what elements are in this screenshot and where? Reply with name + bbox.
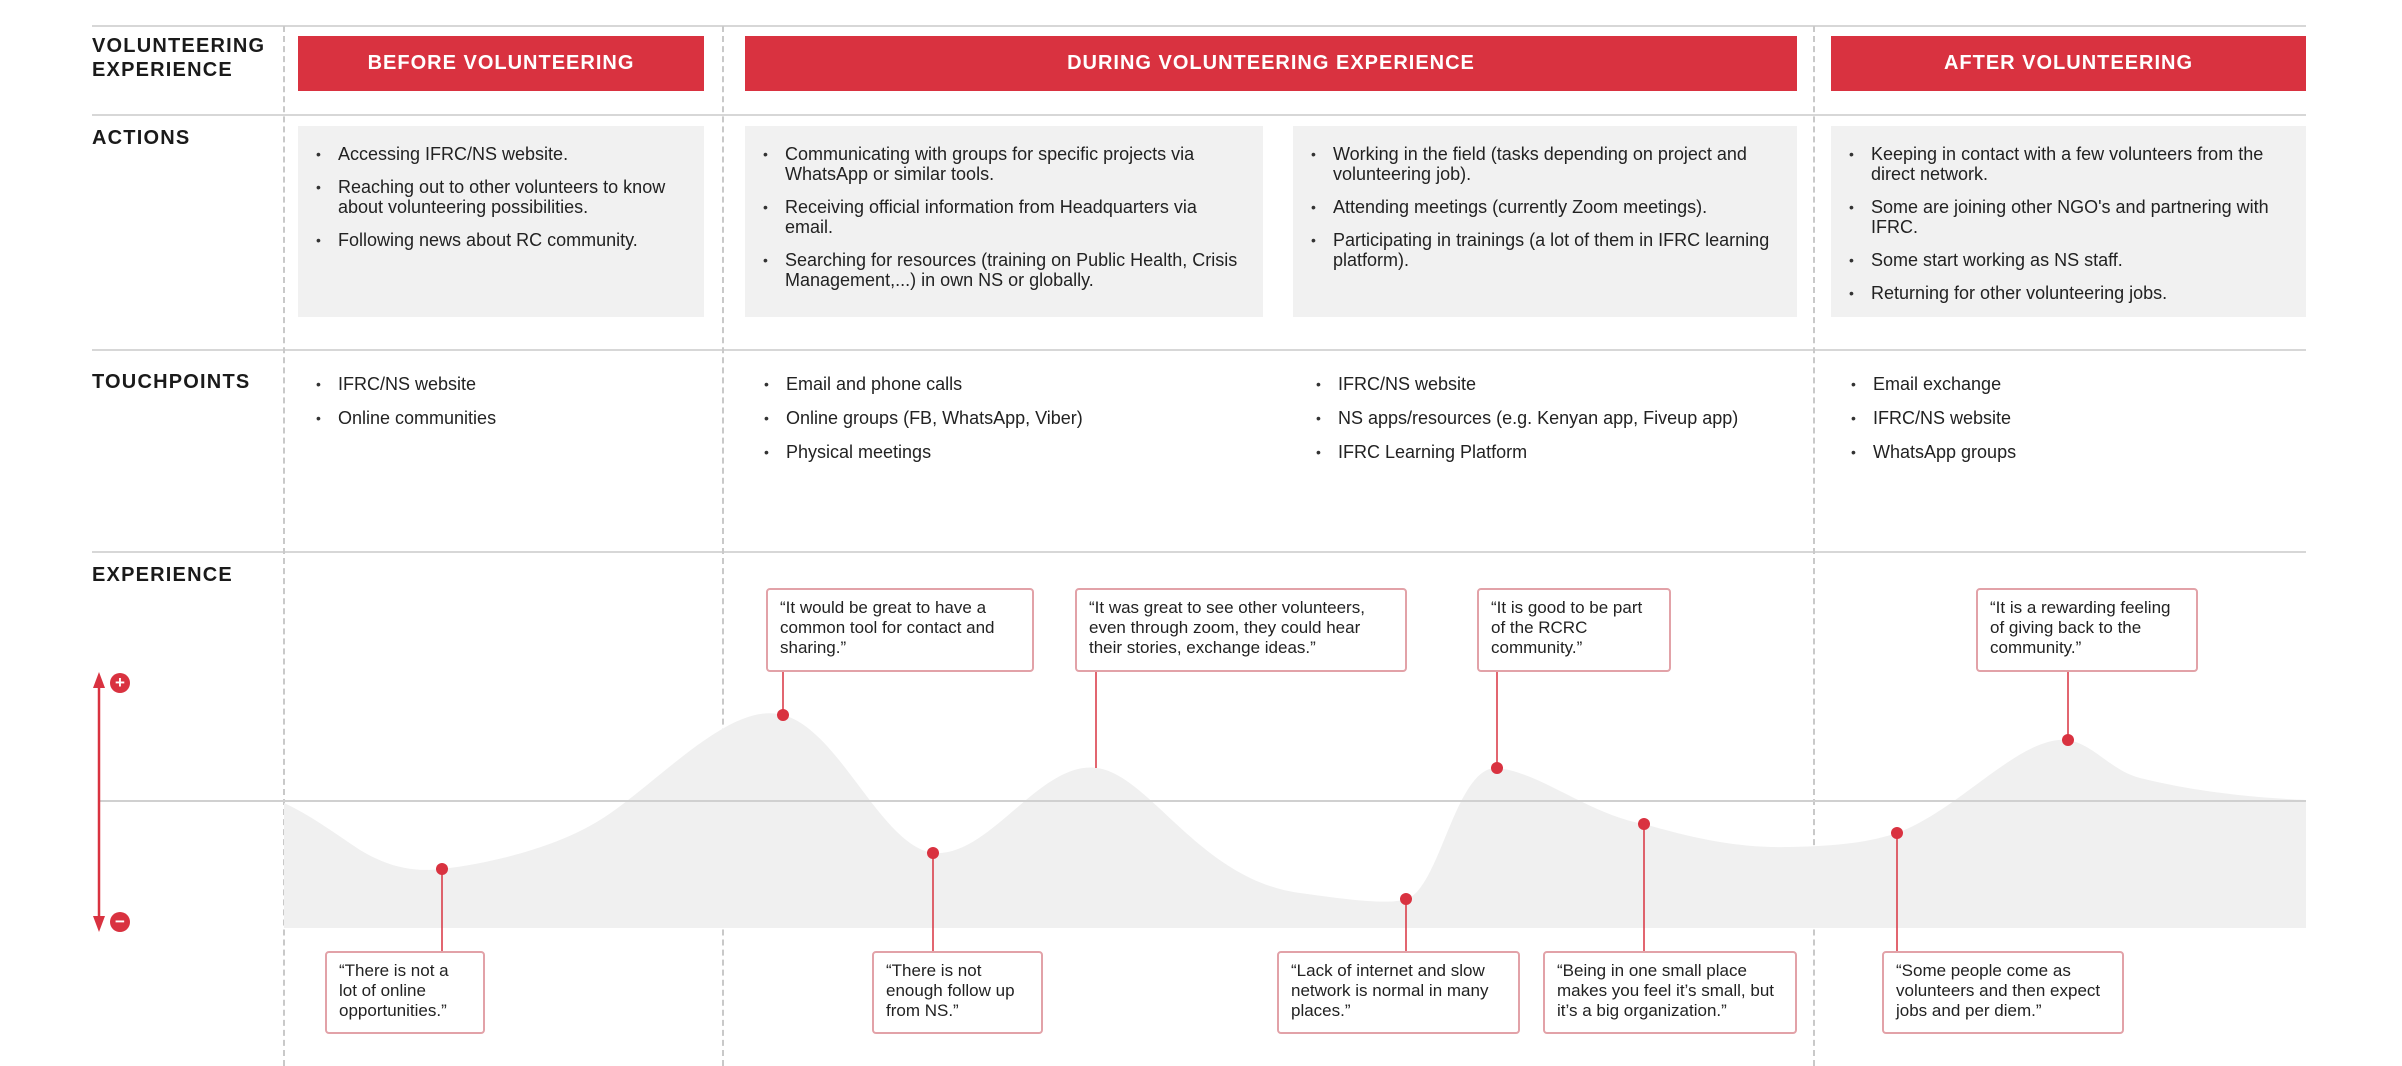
touchpoints-during-1 xyxy=(764,374,1264,476)
actions-card-during-1 xyxy=(745,126,1263,317)
action-item: • Working in the field (tasks depending on project and volunteering job). xyxy=(1311,144,1777,184)
divider-phases xyxy=(92,114,2306,116)
experience-area xyxy=(284,713,2306,928)
touchpoints-before xyxy=(316,374,696,442)
arrow-down-icon xyxy=(93,916,105,932)
minus-circle-icon: − xyxy=(110,912,130,932)
quote-box: “It is a rewarding feeling of giving back to the community.” xyxy=(1976,588,2198,672)
phase-label: AFTER VOLUNTEERING xyxy=(1943,52,2194,74)
touchpoint-item: • WhatsApp groups xyxy=(1851,442,2291,462)
touchpoint-item: • Email and phone calls xyxy=(764,374,1264,394)
action-item: • Communicating with groups for specific projects via WhatsApp or similar tools. xyxy=(763,144,1243,184)
action-item: • Accessing IFRC/NS website. xyxy=(316,144,684,164)
column-separator xyxy=(722,26,724,1066)
touchpoints-during-2 xyxy=(1316,374,1796,476)
row-label-experience: EXPERIENCE xyxy=(92,564,233,586)
divider-touchpoints xyxy=(92,551,2306,553)
touchpoint-item: • Online groups (FB, WhatsApp, Viber) xyxy=(764,408,1264,428)
action-item: • Attending meetings (currently Zoom meetings). xyxy=(1311,197,1777,217)
touchpoint-item: • NS apps/resources (e.g. Kenyan app, Fiveup app) xyxy=(1316,408,1796,428)
action-item: • Some start working as NS staff. xyxy=(1849,250,2286,270)
quote-box: “Some people come as volunteers and then expect jobs and per diem.” xyxy=(1882,951,2124,1034)
quote-box: “Being in one small place makes you feel it’s small, but it’s a big organization.” xyxy=(1543,951,1797,1034)
touchpoint-item: • Physical meetings xyxy=(764,442,1264,462)
phase-header-during xyxy=(745,36,1797,91)
plus-circle-icon: + xyxy=(110,673,130,693)
phase-label: BEFORE VOLUNTEERING xyxy=(367,52,635,74)
data-point-dots xyxy=(436,709,2074,905)
divider-top xyxy=(92,25,2306,27)
touchpoints-after xyxy=(1851,374,2291,476)
row-label-phases: VOLUNTEERING EXPERIENCE xyxy=(92,35,266,81)
row-label-actions: ACTIONS xyxy=(92,127,191,149)
actions-card-before xyxy=(298,126,704,317)
quote-box: “It would be great to have a common tool for contact and sharing.” xyxy=(766,588,1034,672)
touchpoint-item: • IFRC Learning Platform xyxy=(1316,442,1796,462)
touchpoint-item: • Email exchange xyxy=(1851,374,2291,394)
action-item: • Some are joining other NGO's and partnering with IFRC. xyxy=(1849,197,2286,237)
quote-box: “There is not a lot of online opportunities.” xyxy=(325,951,485,1034)
phase-header-before xyxy=(298,36,704,91)
row-label-touchpoints: TOUCHPOINTS xyxy=(92,371,251,393)
action-item: • Keeping in contact with a few volunteers from the direct network. xyxy=(1849,144,2286,184)
quote-box: “There is not enough follow up from NS.” xyxy=(872,951,1043,1034)
phase-header-after xyxy=(1831,36,2306,91)
action-item: • Receiving official information from Headquarters via email. xyxy=(763,197,1243,237)
column-separator xyxy=(1813,26,1815,1066)
action-item: • Searching for resources (training on Public Health, Crisis Management,...) in own NS or globally. xyxy=(763,250,1243,290)
action-item: • Following news about RC community. xyxy=(316,230,684,250)
actions-card-during-2 xyxy=(1293,126,1797,317)
action-item: • Returning for other volunteering jobs. xyxy=(1849,283,2286,303)
divider-actions xyxy=(92,349,2306,351)
action-item: • Participating in trainings (a lot of them in IFRC learning platform). xyxy=(1311,230,1777,270)
quote-box: “It was great to see other volunteers, even through zoom, they could hear their stories, exchange ideas.” xyxy=(1075,588,1407,672)
touchpoint-item: • IFRC/NS website xyxy=(316,374,696,394)
phase-label: DURING VOLUNTEERING EXPERIENCE xyxy=(1067,52,1475,74)
touchpoint-item: • IFRC/NS website xyxy=(1851,408,2291,428)
quote-box: “It is good to be part of the RCRC community.” xyxy=(1477,588,1671,672)
column-separator xyxy=(283,26,285,1066)
arrow-up-icon xyxy=(93,672,105,688)
actions-card-after xyxy=(1831,126,2306,317)
touchpoint-item: • IFRC/NS website xyxy=(1316,374,1796,394)
action-item: • Reaching out to other volunteers to know about volunteering possibilities. xyxy=(316,177,684,217)
touchpoint-item: • Online communities xyxy=(316,408,696,428)
quote-box: “Lack of internet and slow network is normal in many places.” xyxy=(1277,951,1520,1034)
